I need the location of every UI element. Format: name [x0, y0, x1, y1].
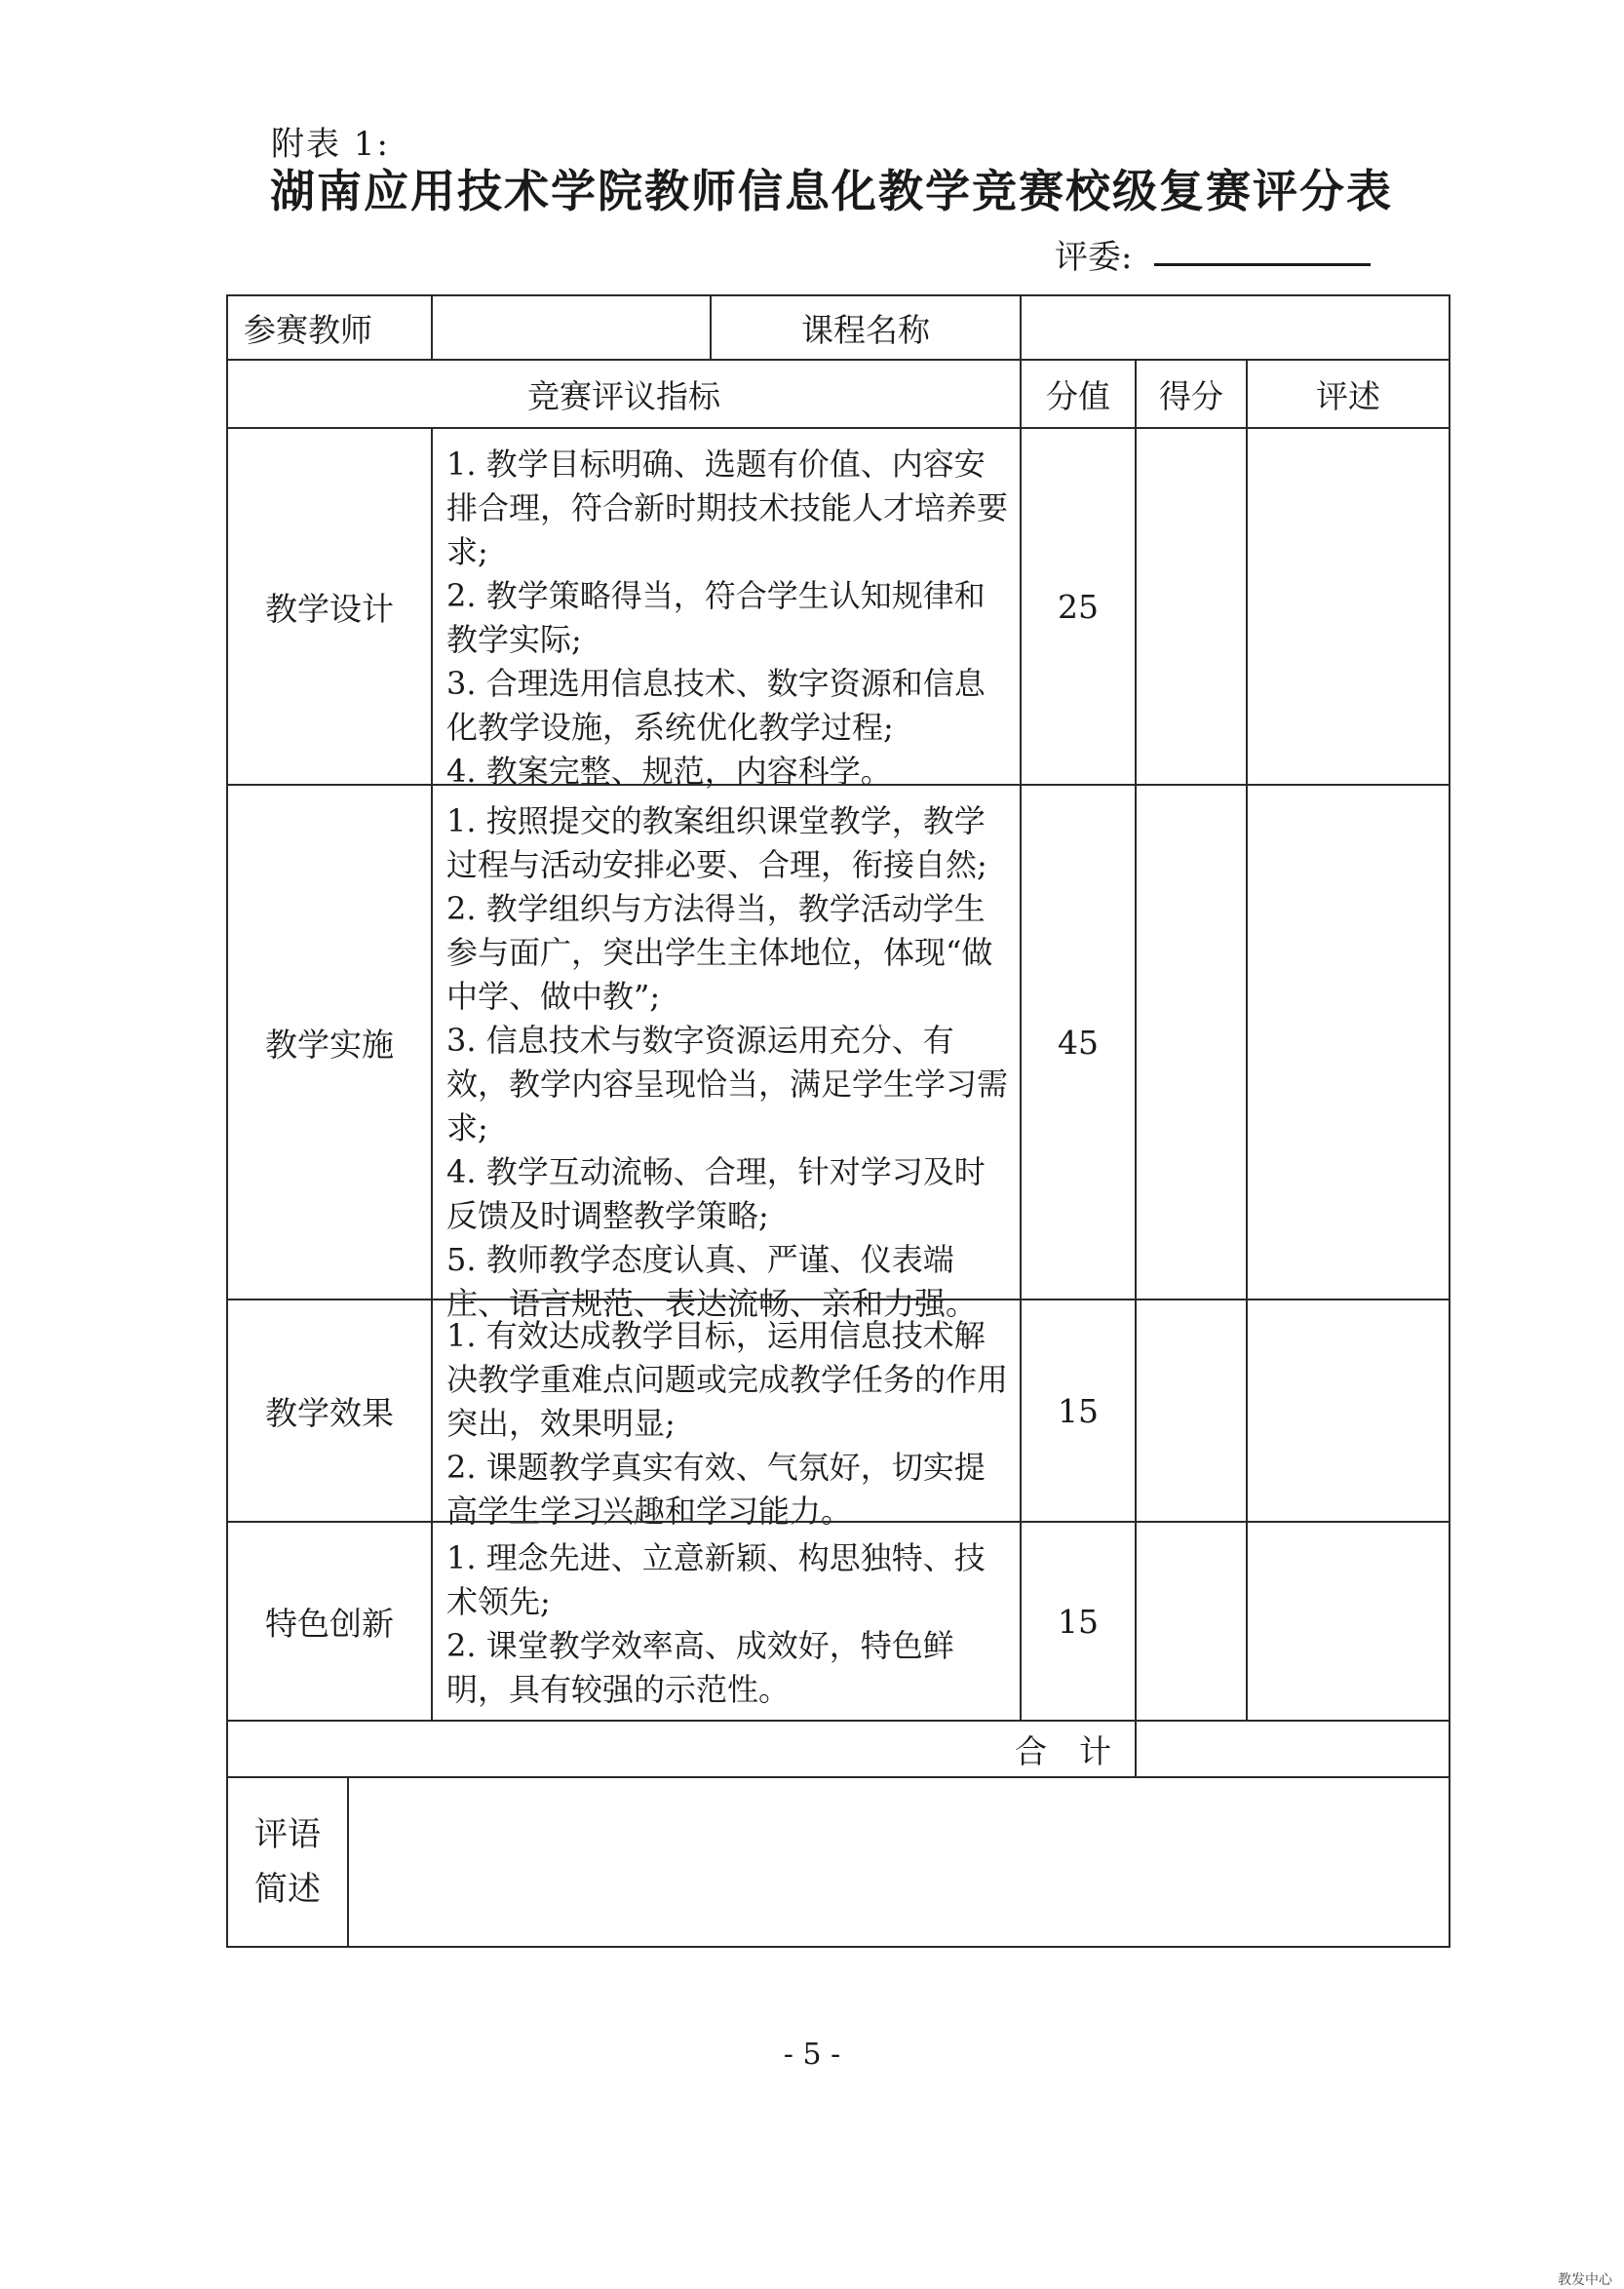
criteria-item: 2. 教学策略得当，符合学生认知规律和教学实际; — [446, 577, 986, 658]
criteria-innovation — [431, 1521, 1022, 1722]
criteria-item: 2. 课题教学真实有效、气氛好，切实提高学生学习兴趣和学习能力。 — [446, 1449, 986, 1530]
criteria-item: 1. 按照提交的教案组织课堂教学，教学过程与活动安排必要、合理，衔接自然; — [446, 802, 987, 883]
header-points: 分值 — [1020, 359, 1137, 429]
criteria-item: 3. 信息技术与数字资源运用充分、有效，教学内容呈现恰当，满足学生学习需求; — [446, 1022, 1009, 1146]
criteria-design — [431, 427, 1022, 790]
criteria-item: 2. 教学组织与方法得当，教学活动学生参与面广，突出学生主体地位，体现“做中学、做中教”; — [446, 890, 993, 1015]
criteria-item: 1. 理念先进、立意新颖、构思独特、技术领先; — [446, 1539, 986, 1620]
total-input[interactable] — [1135, 1720, 1450, 1778]
course-input[interactable] — [1020, 294, 1450, 361]
appendix-label: 附表 1: — [271, 125, 390, 164]
remarks-input[interactable] — [347, 1776, 1450, 1948]
header-score: 得分 — [1135, 359, 1248, 429]
category-effect: 教学效果 — [226, 1299, 433, 1523]
category-design: 教学设计 — [226, 427, 433, 786]
criteria-item: 1. 教学目标明确、选题有价值、内容安排合理，符合新时期技术技能人才培养要求; — [446, 446, 1009, 570]
comment-input-design[interactable] — [1246, 427, 1450, 786]
criteria-item: 3. 合理选用信息技术、数字资源和信息化教学设施，系统优化教学过程; — [446, 665, 986, 746]
comment-input-implementation[interactable] — [1246, 784, 1450, 1300]
criteria-item: 5. 教师教学态度认真、严谨、仪表端庄、语言规范、表达流畅、亲和力强。 — [446, 1241, 978, 1322]
criteria-item: 4. 教案完整、规范，内容科学。 — [446, 753, 892, 790]
header-comment: 评述 — [1246, 359, 1450, 429]
criteria-item: 1. 有效达成教学目标，运用信息技术解决教学重难点问题或完成教学任务的作用突出，效果明显; — [446, 1317, 1009, 1442]
criteria-item: 2. 课堂教学效率高、成效好，特色鲜明，具有较强的示范性。 — [446, 1627, 954, 1708]
score-input-innovation[interactable] — [1135, 1521, 1248, 1722]
remarks-label-line1: 评语 — [254, 1815, 321, 1854]
points-design: 25 — [1020, 427, 1137, 786]
score-input-effect[interactable] — [1135, 1299, 1248, 1523]
criteria-implementation — [431, 784, 1022, 1322]
comment-input-effect[interactable] — [1246, 1299, 1450, 1523]
judge-label: 评委: — [1055, 238, 1133, 277]
points-implementation: 45 — [1020, 784, 1137, 1300]
page-number: - 5 - — [783, 2037, 841, 2072]
header-indicator: 竞赛评议指标 — [226, 359, 1022, 429]
remarks-label-line2: 简述 — [254, 1870, 321, 1909]
comment-input-innovation[interactable] — [1246, 1521, 1450, 1722]
score-input-implementation[interactable] — [1135, 784, 1248, 1300]
criteria-item: 4. 教学互动流畅、合理，针对学习及时反馈及时调整教学策略; — [446, 1153, 986, 1234]
teacher-label: 参赛教师 — [226, 294, 433, 361]
points-effect: 15 — [1020, 1299, 1137, 1523]
criteria-effect — [431, 1299, 1022, 1530]
watermark-stamp: 教发中心 — [1558, 2272, 1612, 2288]
teacher-input[interactable] — [431, 294, 712, 361]
category-innovation: 特色创新 — [226, 1521, 433, 1722]
score-input-design[interactable] — [1135, 427, 1248, 786]
remarks-label — [226, 1776, 349, 1948]
total-label: 合 计 — [226, 1720, 1137, 1778]
category-implementation: 教学实施 — [226, 784, 433, 1300]
page-title: 湖南应用技术学院教师信息化教学竞赛校级复赛评分表 — [270, 165, 1393, 217]
points-innovation: 15 — [1020, 1521, 1137, 1722]
course-label: 课程名称 — [710, 294, 1022, 361]
